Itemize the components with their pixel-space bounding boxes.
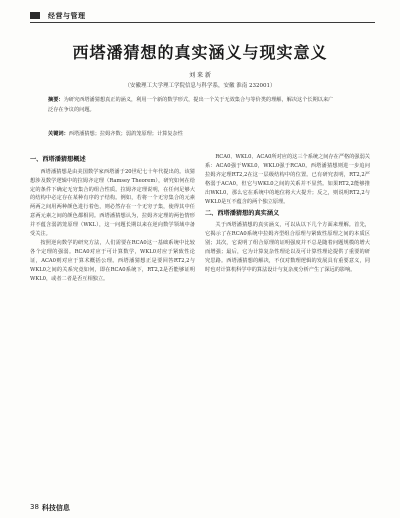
keywords-text: 西塔潘猜想；拉姆齐数；弱鸽笼原理；计算复杂性 <box>68 131 183 137</box>
section-heading-2: 二、西塔潘猜想的真实涵义 <box>205 209 280 217</box>
right-paragraph-1: RCA0、WKL0、ACA0所对应的这三个系统之间存在严格的强弱关系：ACA0强于WKL0，WKL0强于RCA0。西塔潘猜想则进一步追问拉姆齐定理RT2,2在这一层级结构中的位置。已有研究表明，RT2,2严格弱于ACA0，但它与WKL0之间的关系并不显然。如果RT2,2能够推出WKL0，那么它在系统中的地位将大大提升；反之，则说明RT2,2与WKL0是互不蕴含的两个独立原理。 <box>205 154 370 205</box>
abstract-text: 为研究西塔潘猜想真正的涵义，利用一个新的数学形式，提出一个关于无效集合与等价类的理解，解决这个长期以来广泛存在争议的问题。 <box>48 97 334 113</box>
abstract <box>48 96 338 115</box>
header-marker <box>30 12 40 19</box>
page-footer <box>30 503 70 513</box>
article-author: 刘 来 新 <box>189 72 211 79</box>
header-divider <box>30 22 375 23</box>
abstract-label: 摘要： <box>48 97 64 103</box>
running-header <box>30 11 375 20</box>
right-paragraph-2: 关于西塔潘猜想的真实涵义，可以从以下几个方面来理解。首先，它揭示了在RCA0系统中拉姆齐型组合原理与紧致性原理之间的本质区别；其次，它说明了组合原理的证明强度并不总是随着问题规模的增大而增强；最后，它为计算复杂性理论以及可计算性理论提供了重要的研究思路。西塔潘猜想的解决，不仅对数理逻辑的发展具有重要意义，同时也对计算机科学中的算法设计与复杂度分析产生了深远的影响。 <box>205 222 370 273</box>
keywords <box>48 130 338 138</box>
header-section-label: 经营与管理 <box>48 11 86 20</box>
section-heading-1: 一、西塔潘猜想概述 <box>30 156 86 163</box>
left-column <box>30 153 195 284</box>
left-paragraph-2: 按照逆向数学的研究方法，人们需要在RCA0这一基础系统中比较各个定理的强弱。RCA0对应于可计算数学，WKL0对应于紧致性论证，ACA0则对应于算术概括公理。西塔潘猜想正是要回答RT2,2与WKL0之间的关系究竟如何，即在RCA0系统下，RT2,2是否能够证明WKL0，或者二者是否互相独立。 <box>30 240 195 282</box>
page-number: 38 <box>30 503 39 511</box>
keywords-label: 关键词： <box>48 131 69 137</box>
right-column <box>205 153 370 275</box>
article-affiliation: （安徽理工大学理工学院信息与科学系，安徽 淮南 232001） <box>124 83 276 89</box>
article-title: 西塔潘猜想的真实涵义与现实意义 <box>72 43 328 62</box>
journal-name: 科技信息 <box>41 504 70 512</box>
left-paragraph-1: 西塔潘猜想是由美国数学家西塔潘于20世纪七十年代提出的。该猜想涉及数学逻辑中的拉姆齐定理（Ramsey Theorem），研究如何在给定的条件下确定无穷集合的组合性质。拉姆齐定理说明，在任何足够大的结构中必定存在某种有序的子结构。例如，若将一个无穷集合的元素两两之间用两种颜色进行着色，则必然存在一个无穷子集，使得其中任意两元素之间的颜色都相同。西塔潘猜想认为，拉姆齐定理的两色情形并不蕴含弱鸽笼原理（WKL），这一问题长期以来在逆向数学领域中备受关注。 <box>30 168 195 238</box>
